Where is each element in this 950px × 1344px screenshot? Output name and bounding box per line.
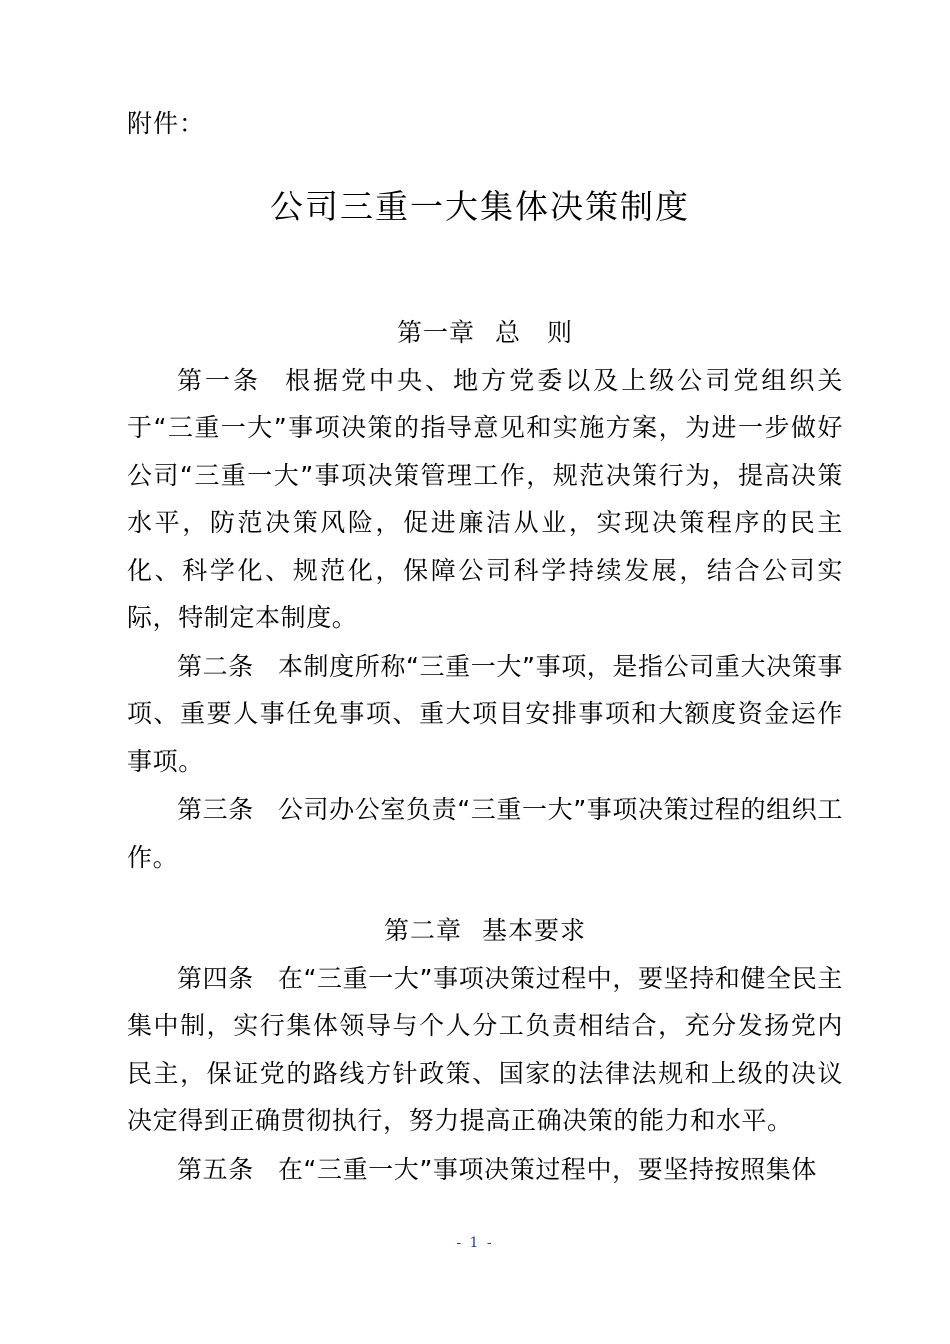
article-number: 第三条: [177, 795, 254, 824]
article-number: 第四条: [177, 963, 254, 993]
article-text: 在“三重一大”事项决策过程中，要坚持和健全民主集中制，实行集体领导与个人分工负责相结合，充分发扬党内民主，保证党的路线方针政策、国家的法律法规和上级的决议决定得到正确贯彻执行，努力提高正确决策的能力和水平。: [127, 963, 843, 1135]
article-4: [127, 955, 843, 1145]
chapter-number: 第二章: [383, 916, 462, 945]
article-3: [127, 786, 843, 881]
article-number: 第五条: [177, 1154, 254, 1184]
chapter-name: 基本要求: [482, 916, 587, 945]
article-number: 第二条: [177, 651, 254, 681]
chapter-1-section: [127, 309, 843, 882]
chapter-heading: [127, 309, 843, 357]
page-number: - 1 -: [456, 1235, 494, 1251]
article-text: 根据党中央、地方党委以及上级公司党组织关于“三重一大”事项决策的指导意见和实施方案，为进一步做好公司“三重一大”事项决策管理工作，规范决策行为，提高决策水平，防范决策风险，促进廉洁从业，实现决策程序的民主化、科学化、规范化，保障公司科学持续发展，结合公司实际，特制定本制度。: [127, 365, 843, 632]
chapter-heading: [127, 907, 843, 955]
chapter-name: 总 则: [495, 318, 574, 347]
document-title: 公司三重一大集体决策制度: [270, 187, 690, 226]
article-2: [127, 643, 843, 786]
article-text: 本制度所称“三重一大”事项，是指公司重大决策事项、重要人事任免事项、重大项目安排事项和大额度资金运作事项。: [127, 651, 843, 776]
article-1: [127, 357, 843, 642]
article-number: 第一条: [177, 365, 262, 395]
chapter-2-section: [127, 907, 843, 1194]
article-5: [127, 1146, 843, 1194]
article-text: 在“三重一大”事项决策过程中，要坚持按照集体: [277, 1154, 817, 1184]
chapter-number: 第一章: [396, 318, 475, 347]
article-text: 公司办公室负责“三重一大”事项决策过程的组织工作。: [127, 795, 843, 872]
attachment-label: 附件：: [127, 109, 206, 138]
